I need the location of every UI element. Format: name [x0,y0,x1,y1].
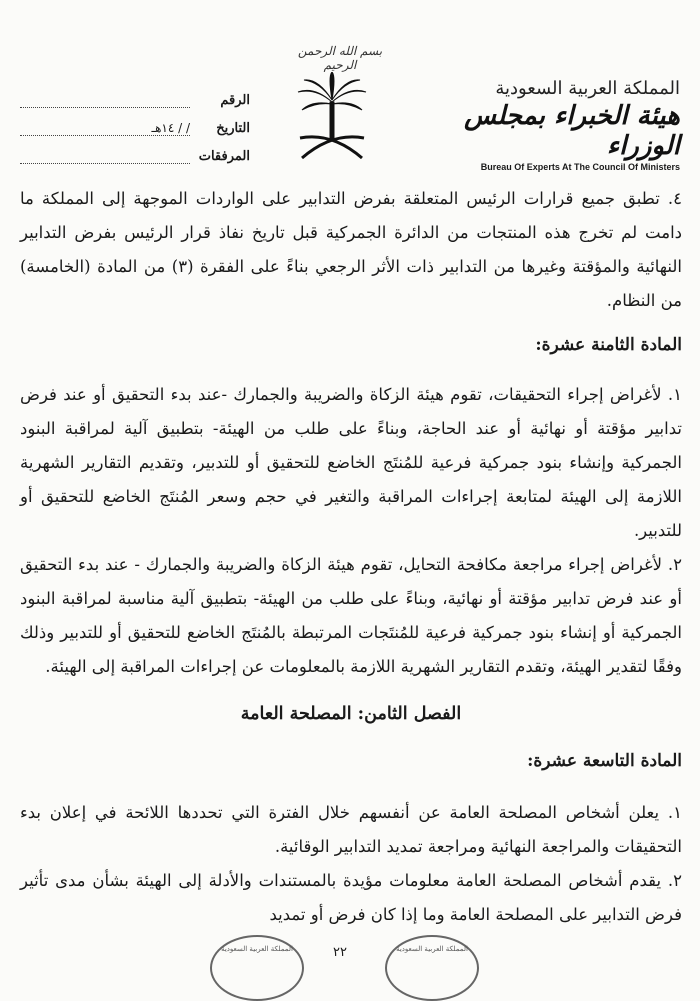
agency-country: المملكة العربية السعودية [495,78,680,99]
article-18-heading: المادة الثامنة عشرة: [535,335,682,355]
article-18-clause-2: ٢. لأغراض إجراء مراجعة مكافحة التحايل، تقوم هيئة الزكاة والضريبة والجمارك - عند بدء التحقيق أو عند فرض تدابير مؤقتة أو نهائية، وبناءً على طلب من الهيئة- بتطبيق آلية مناسبة لمراقبة البنود الجمركية أو إنشاء بنود جمركية فرعية للمُنتَجات المرتبطة بالمُنتَج الخاضع للتحقيق أو للتدبير وذلك وفقًا لتقدير الهيئة، وتقدم التقارير الشهرية اللازمة بالمعلومات عن إجراءات المراقبة إلى الهيئة. [20,555,682,676]
agency-title: هيئة الخبراء بمجلس الوزراء [464,101,680,161]
date-value: / / ١٤هـ [20,121,190,136]
attachments-value [20,149,190,164]
article-19-clause-2: ٢. يقدم أشخاص المصلحة العامة معلومات مؤيدة بالمستندات والأدلة إلى الهيئة بشأن مدى تأثير فرض التدابير على المصلحة العامة وما إذا كان فرض أو تمديد [20,871,682,924]
letterhead [0,0,700,170]
article-19-clause-1: ١. يعلن أشخاص المصلحة العامة عن أنفسهم خلال الفترة التي تحددها اللائحة في إعلان بدء التحقيقات والمراجعة النهائية ومراجعة تمديد التدابير الوقائية. [20,803,682,856]
article-18-clause-1: ١. لأغراض إجراء التحقيقات، تقوم هيئة الزكاة والضريبة والجمارك -عند بدء التحقيق أو عند فرض تدابير مؤقتة أو نهائية أو عند الحاجة، وبناءً على طلب من الهيئة- بتطبيق آلية لمراقبة البنود الجمركية وإنشاء بنود جمركية فرعية للمُنتَج الخاضع للتحقيق أو للتدبير، وتقديم التقارير الشهرية اللازمة إلى الهيئة لمتابعة إجراءات المراقبة والتغير في حجم وسعر المُنتَج الخاضع للتحقيق أو للتدبير. [20,385,682,540]
page-number: ٢٢ [333,945,347,960]
attachments-label: المرفقات [198,148,250,164]
date-label: التاريخ [216,120,250,136]
chapter-8-title: الفصل الثامن: المصلحة العامة [240,704,462,724]
clause-4: ٤. تطبق جميع قرارات الرئيس المتعلقة بفرض التدابير على الواردات الموجهة إلى المملكة ما دامت لم تخرج هذه المنتجات من الدائرة الجمركية قبل تاريخ نفاذ قرار الرئيس بفرض التدابير النهائية والمؤقتة وغيرها من التدابير ذات الأثر الرجعي بناءً على الفقرة (٣) من المادة (الخامسة) من النظام. [20,189,683,310]
document-meta [20,86,250,170]
attachments-row [20,142,250,170]
date-row [20,114,250,142]
number-label: الرقم [220,92,250,108]
saudi-emblem-icon [292,72,372,164]
number-value [20,93,190,108]
official-stamp-right [385,935,479,1001]
document-body [20,182,682,932]
official-stamp-left [210,935,304,1001]
agency-english: Bureau Of Experts At The Council Of Ministers [480,162,680,172]
stamp-left-text: المملكة العربية السعودية [221,945,293,953]
article-19-heading: المادة التاسعة عشرة: [527,751,682,771]
basmala: بسم الله الرحمن الرحيم [297,44,383,72]
stamp-right-text: المملكة العربية السعودية [396,945,468,953]
agency-name [450,78,680,172]
number-row [20,86,250,114]
